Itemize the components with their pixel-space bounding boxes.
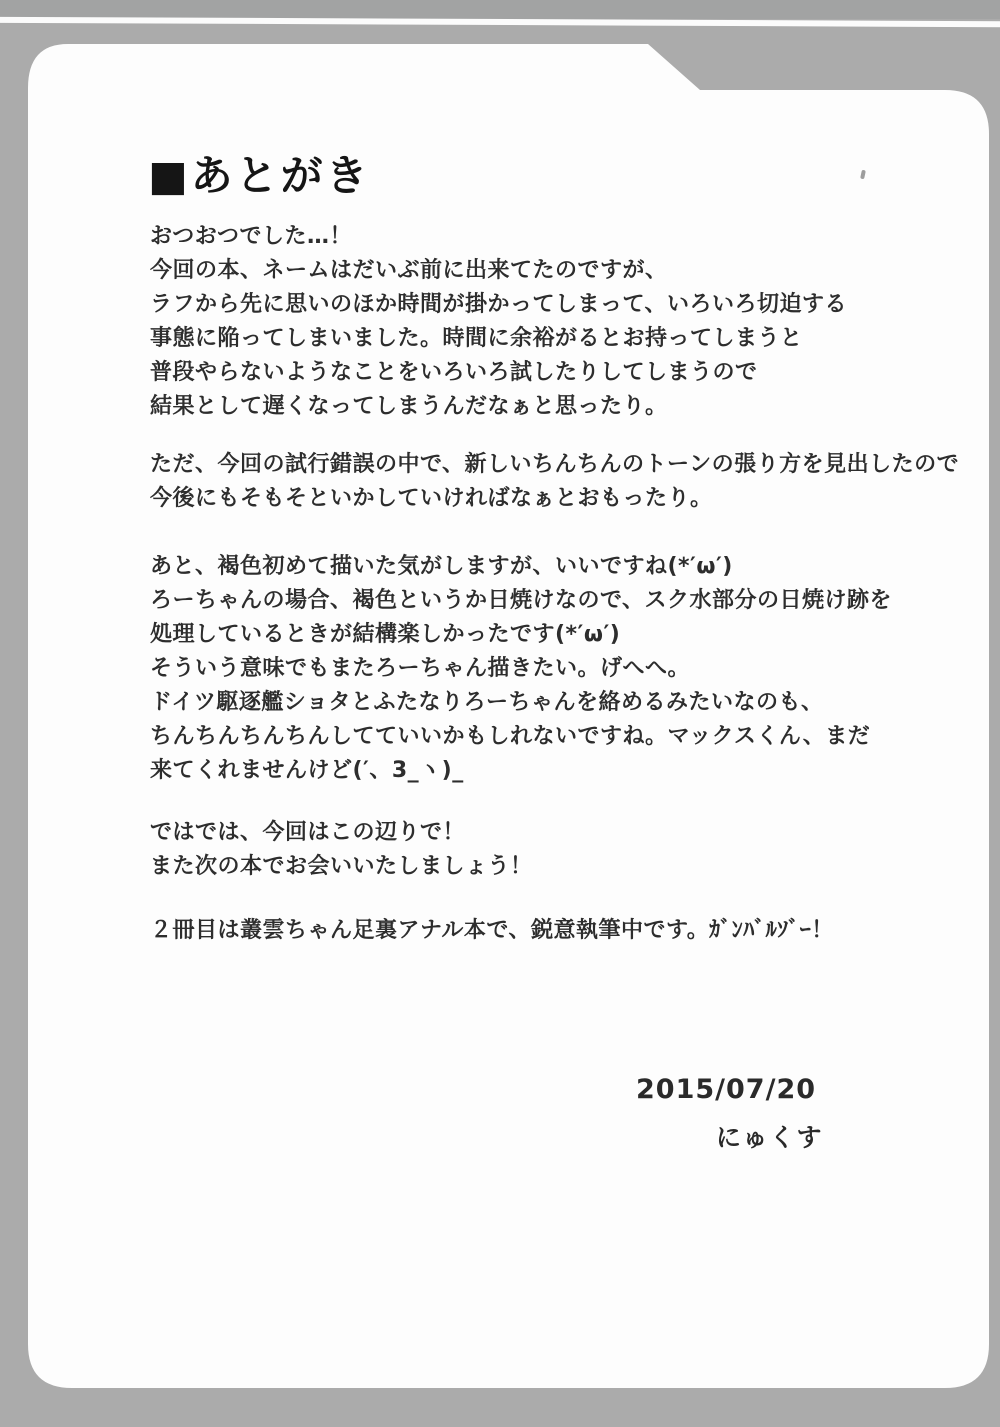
text-line: 来てくれませんけど(′、3_ヽ)_ xyxy=(150,758,464,783)
text-line: ろーちゃんの場合、褐色というか日焼けなので、スク水部分の日焼け跡を xyxy=(150,588,893,613)
text-line: 今回の本、ネームはだいぶ前に出来てたのですが、 xyxy=(150,258,668,283)
text-line: ではでは、今回はこの辺りで！ xyxy=(150,820,466,845)
paragraph-next-book xyxy=(150,914,834,948)
text-line: 処理しているときが結構楽しかったです(*′ω′) xyxy=(150,622,621,647)
text-line: ラフから先に思いのほか時間が掛かってしまって、いろいろ切迫する xyxy=(150,292,848,317)
text-line: 結果として遅くなってしまうんだなぁと思ったり。 xyxy=(150,394,668,419)
paragraph-farewell xyxy=(150,816,533,884)
page-title: ■あとがき xyxy=(148,151,371,200)
paragraph-tan-skin xyxy=(150,550,892,788)
text-line: ドイツ駆逐艦ショタとふたなりろーちゃんを絡めるみたいなのも、 xyxy=(150,690,824,715)
author-signature: にゅくす xyxy=(716,1123,824,1152)
paragraph-intro xyxy=(150,220,847,424)
text-line: あと、褐色初めて描いた気がしますが、いいですね(*′ω′) xyxy=(150,554,733,579)
date: 2015/07/20 xyxy=(636,1074,817,1105)
text-line: ただ、今回の試行錯誤の中で、新しいちんちんのトーンの張り方を見出したので xyxy=(150,452,960,477)
text-line: 事態に陥ってしまいました。時間に余裕がるとお持ってしまうと xyxy=(150,326,803,351)
text-line: そういう意味でもまたろーちゃん描きたい。げへへ。 xyxy=(150,656,691,681)
text-line: ２冊目は叢雲ちゃん足裏アナル本で、鋭意執筆中です。ｶﾞﾝﾊﾞﾙｿﾞｰ！ xyxy=(150,918,834,943)
paragraph-trial-and-error xyxy=(150,448,959,516)
text-line: おつおつでした…！ xyxy=(150,224,353,249)
text-line: 今後にもそもそといかしていければなぁとおもったり。 xyxy=(150,486,713,511)
text-line: 普段やらないようなことをいろいろ試したりしてしまうので xyxy=(150,360,758,385)
text-line: ちんちんちんちんしてていいかもしれないですね。マックスくん、まだ xyxy=(150,724,871,749)
text-line: また次の本でお会いいたしましょう！ xyxy=(150,854,533,879)
scan-speck xyxy=(860,170,866,180)
